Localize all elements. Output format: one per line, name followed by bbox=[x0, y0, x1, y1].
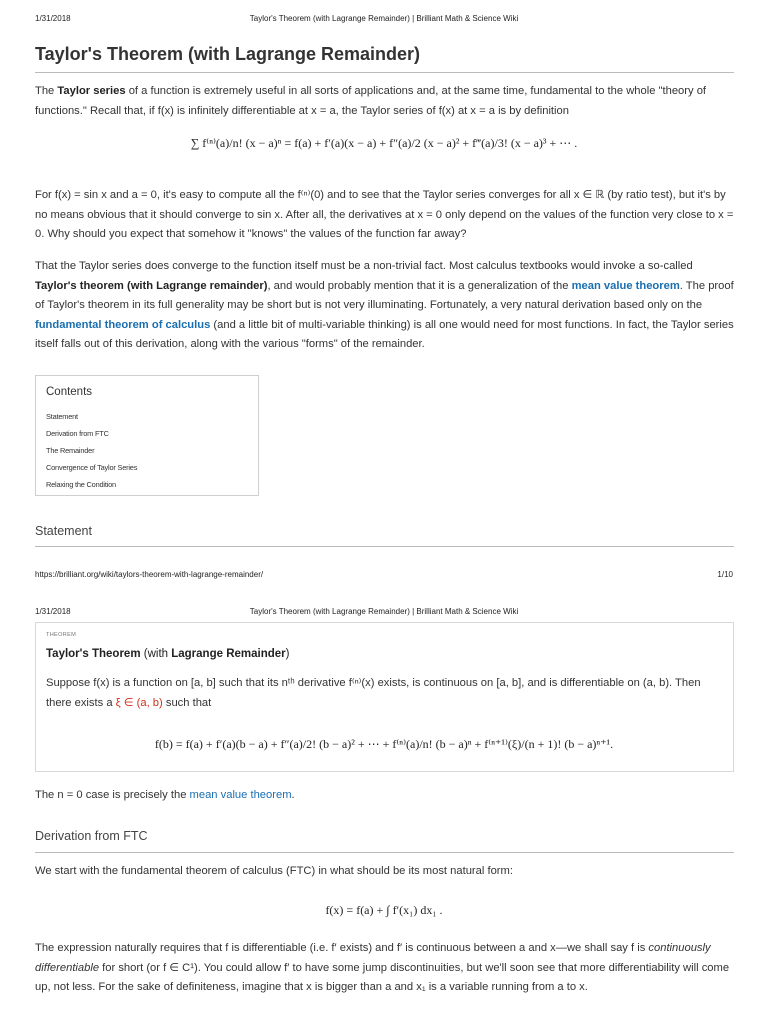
contents-item-convergence[interactable]: Convergence of Taylor Series bbox=[46, 463, 138, 472]
mean-value-theorem-link-2[interactable]: mean value theorem bbox=[189, 789, 292, 801]
lagrange-formula: f(b) = f(a) + f′(a)(b − a) + f″(a)/2! (b − a)² + ⋯ + f⁽ⁿ⁾(a)/n! (b − a)ⁿ + f⁽ⁿ⁺¹⁾(ξ)/(n + 1)! (b − a)ⁿ⁺¹. bbox=[154, 737, 614, 751]
continuously-differentiable-term: continuously differentiable bbox=[35, 942, 711, 974]
section-ftc: Derivation from FTC bbox=[35, 829, 148, 843]
theorem-tag: THEOREM bbox=[46, 632, 77, 638]
statement-rule bbox=[35, 546, 734, 547]
mean-value-theorem-link[interactable]: mean value theorem bbox=[571, 279, 680, 292]
taylor-theorem-paragraph: That the Taylor series does converge to the function itself must be a non-trivial fact. Most calculus textbooks would invoke a so-called Taylor's theorem (with Lagrange remainder), and would probably mention that it is a generalization of the mean value theorem. The proof of Taylor's theorem in its full generality may be short but is not very illuminating. Fortunately, a very natural derivation based only on the fundamental theorem of calculus (and a little bit of multi-variable thinking) is all one would need for most functions. In fact, the Taylor series itself falls out of this derivation, along with the various "forms" of the remainder. bbox=[35, 260, 734, 350]
browser-title-2: Taylor's Theorem (with Lagrange Remainder) | Brilliant Math & Science Wiki bbox=[249, 607, 519, 616]
table-of-contents bbox=[35, 375, 259, 496]
taylor-series-formula: ∑ f⁽ⁿ⁾(a)/n! (x − a)ⁿ = f(a) + f′(a)(x − a) + f″(a)/2 (x − a)² + f‴(a)/3! (x − a)³ + ⋯ . bbox=[190, 136, 578, 150]
ftc-formula: f(x) = f(a) + ∫ f′(x₁) dx₁ . bbox=[325, 903, 443, 917]
intro-paragraph: The Taylor series of a function is extremely useful in all sorts of applications and, at the same time, fundamental to the whole "theory of functions." Recall that, if f(x) is infinitely differentiable at x = a, the Taylor series of f(x) at x = a is by definition bbox=[35, 85, 707, 117]
n-zero-note: The n = 0 case is precisely the mean value theorem. bbox=[35, 789, 295, 801]
theorem-name: Taylor's Theorem (with Lagrange Remainder) bbox=[46, 648, 290, 660]
contents-item-remainder[interactable]: The Remainder bbox=[46, 446, 95, 455]
xi-symbol: ξ ∈ (a, b) bbox=[115, 696, 163, 709]
print-date: 1/31/2018 bbox=[35, 14, 71, 23]
page-title: Taylor's Theorem (with Lagrange Remainder) bbox=[35, 44, 421, 64]
page-url: https://brilliant.org/wiki/taylors-theorem-with-lagrange-remainder/ bbox=[35, 570, 264, 579]
ftc-paragraph: The expression naturally requires that f is differentiable (i.e. f′ exists) and f′ is continuous between a and x—we shall say f is continuously differentiable for short (or f ∈ C¹). You could allow f′ to have some jump discontinuities, but we'll soon see that more differentiability will come up, not less. For the sake of definiteness, imagine that x is bigger than a and x₁ is a variable running from a to x. bbox=[35, 942, 730, 993]
contents-item-relaxing[interactable]: Relaxing the Condition bbox=[46, 480, 116, 489]
title-rule bbox=[35, 72, 734, 73]
ftc-rule bbox=[35, 852, 734, 853]
section-statement: Statement bbox=[35, 524, 92, 538]
taylor-series-term: Taylor series bbox=[57, 85, 126, 97]
page-number: 1/10 bbox=[717, 570, 733, 579]
theorem-statement: Suppose f(x) is a function on [a, b] such that its nᵗʰ derivative f⁽ⁿ⁾(x) exists, is continuous on [a, b], and is differentiable on (a, b). Then there exists a ξ ∈ (a, b) such that bbox=[46, 677, 701, 709]
sine-paragraph: For f(x) = sin x and a = 0, it's easy to compute all the f⁽ⁿ⁾(0) and to see that the Taylor series converges for all x ∈ ℝ (by ratio test), but it's by no means obvious that it should converge to sin x. After all, the derivatives at x = 0 only depend on the values of the function very close to x = 0. Why should you expect that somehow it "knows" the values of the function far away? bbox=[35, 189, 734, 240]
browser-title: Taylor's Theorem (with Lagrange Remainder) | Brilliant Math & Science Wiki bbox=[249, 14, 519, 23]
contents-title: Contents bbox=[46, 386, 93, 398]
ftc-link[interactable]: fundamental theorem of calculus bbox=[35, 318, 211, 331]
contents-item-derivation[interactable]: Derivation from FTC bbox=[46, 429, 109, 438]
print-date-2: 1/31/2018 bbox=[35, 607, 71, 616]
contents-item-statement[interactable]: Statement bbox=[46, 412, 78, 421]
ftc-intro: We start with the fundamental theorem of calculus (FTC) in what should be its most natural form: bbox=[35, 865, 513, 877]
